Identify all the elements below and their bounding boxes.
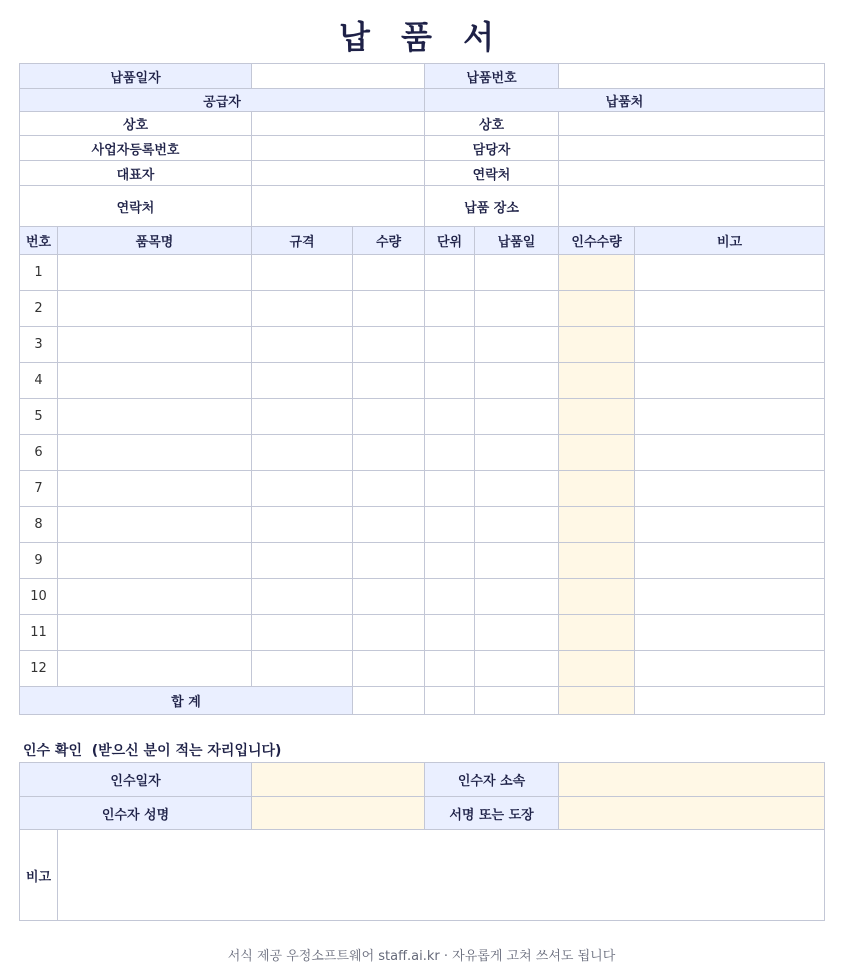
receipt-date-label: 인수일자 [20, 763, 252, 797]
item-name-cell[interactable] [58, 579, 252, 615]
delivery-date-field[interactable] [252, 64, 425, 89]
unit-cell[interactable] [425, 543, 475, 579]
received-qty-cell[interactable] [559, 615, 635, 651]
table-row [20, 471, 825, 507]
delivery-date-cell[interactable] [475, 615, 559, 651]
qty-cell[interactable] [353, 435, 425, 471]
biz-reg-no-label: 사업자등록번호 [20, 136, 252, 161]
row-number: 10 [20, 579, 58, 615]
items-header-row [20, 227, 825, 255]
remarks-field[interactable] [58, 830, 825, 921]
item-name-cell[interactable] [58, 435, 252, 471]
delivery-date-cell[interactable] [475, 507, 559, 543]
qty-cell[interactable] [353, 291, 425, 327]
col-header-unit: 단위 [425, 227, 475, 255]
col-header-remarks: 비고 [635, 227, 825, 255]
col-header-qty: 수량 [353, 227, 425, 255]
supplier-section-label: 공급자 [20, 89, 425, 112]
qty-cell[interactable] [353, 255, 425, 291]
receiver-name-field[interactable] [252, 797, 425, 830]
item-name-cell[interactable] [58, 255, 252, 291]
col-header-item-name: 품목명 [58, 227, 252, 255]
item-name-cell[interactable] [58, 363, 252, 399]
qty-cell[interactable] [353, 579, 425, 615]
delivery-place-field[interactable] [559, 186, 825, 227]
spec-cell[interactable] [252, 363, 353, 399]
item-name-cell[interactable] [58, 327, 252, 363]
row-number: 2 [20, 291, 58, 327]
supplier-contact-field[interactable] [252, 186, 425, 227]
delivery-place-label: 납품 장소 [425, 186, 559, 227]
item-name-cell[interactable] [58, 399, 252, 435]
remarks-cell[interactable] [635, 615, 825, 651]
delivery-date-cell[interactable] [475, 579, 559, 615]
delivery-no-field[interactable] [559, 64, 825, 89]
confirm-section-title: 인수 확인 (받으신 분이 적는 자리입니다) [23, 743, 282, 759]
biz-reg-no-field[interactable] [252, 136, 425, 161]
received-qty-cell[interactable] [559, 363, 635, 399]
row-number: 5 [20, 399, 58, 435]
delivery-date-cell[interactable] [475, 471, 559, 507]
table-row [20, 399, 825, 435]
delivery-date-cell[interactable] [475, 399, 559, 435]
received-qty-cell[interactable] [559, 651, 635, 687]
qty-cell[interactable] [353, 651, 425, 687]
delivery-date-cell[interactable] [475, 435, 559, 471]
table-row [20, 363, 825, 399]
receiver-dept-field[interactable] [559, 763, 825, 797]
unit-cell[interactable] [425, 579, 475, 615]
col-header-received-qty: 인수수량 [559, 227, 635, 255]
spec-cell[interactable] [252, 579, 353, 615]
received-qty-cell[interactable] [559, 255, 635, 291]
delivery-date-cell[interactable] [475, 651, 559, 687]
spec-cell[interactable] [252, 507, 353, 543]
row-number: 6 [20, 435, 58, 471]
item-name-cell[interactable] [58, 471, 252, 507]
item-name-cell[interactable] [58, 507, 252, 543]
ceo-label: 대표자 [20, 161, 252, 186]
receipt-confirm-table [19, 762, 825, 921]
recipient-company-label: 상호 [425, 112, 559, 136]
ceo-field[interactable] [252, 161, 425, 186]
qty-cell[interactable] [353, 543, 425, 579]
spec-cell[interactable] [252, 543, 353, 579]
unit-cell[interactable] [425, 327, 475, 363]
unit-cell[interactable] [425, 291, 475, 327]
table-row [20, 255, 825, 291]
received-qty-cell[interactable] [559, 399, 635, 435]
qty-cell[interactable] [353, 471, 425, 507]
recipient-company-field[interactable] [559, 112, 825, 136]
row-number: 11 [20, 615, 58, 651]
unit-cell[interactable] [425, 255, 475, 291]
remarks-cell[interactable] [635, 543, 825, 579]
signature-label: 서명 또는 도장 [425, 797, 559, 830]
recipient-contact-field[interactable] [559, 161, 825, 186]
remarks-cell[interactable] [635, 291, 825, 327]
delivery-form-table [19, 63, 825, 715]
signature-field[interactable] [559, 797, 825, 830]
delivery-date-cell[interactable] [475, 327, 559, 363]
remarks-cell[interactable] [635, 255, 825, 291]
delivery-date-cell[interactable] [475, 363, 559, 399]
total-label: 합 계 [20, 687, 353, 715]
item-name-cell[interactable] [58, 615, 252, 651]
col-header-delivery-date: 납품일 [475, 227, 559, 255]
spec-cell[interactable] [252, 291, 353, 327]
spec-cell[interactable] [252, 435, 353, 471]
qty-cell[interactable] [353, 615, 425, 651]
spec-cell[interactable] [252, 615, 353, 651]
delivery-date-cell[interactable] [475, 291, 559, 327]
manager-label: 담당자 [425, 136, 559, 161]
table-row [20, 291, 825, 327]
table-row [20, 651, 825, 687]
remarks-cell[interactable] [635, 363, 825, 399]
row-number: 1 [20, 255, 58, 291]
spec-cell[interactable] [252, 651, 353, 687]
remarks-cell[interactable] [635, 435, 825, 471]
table-row [20, 435, 825, 471]
spec-cell[interactable] [252, 327, 353, 363]
remarks-cell[interactable] [635, 651, 825, 687]
remarks-cell[interactable] [635, 471, 825, 507]
table-row [20, 507, 825, 543]
row-number: 3 [20, 327, 58, 363]
total-unit-cell[interactable] [425, 687, 475, 715]
remarks-cell[interactable] [635, 579, 825, 615]
remarks-cell[interactable] [635, 507, 825, 543]
received-qty-cell[interactable] [559, 579, 635, 615]
received-qty-cell[interactable] [559, 543, 635, 579]
unit-cell[interactable] [425, 651, 475, 687]
unit-cell[interactable] [425, 435, 475, 471]
unit-cell[interactable] [425, 363, 475, 399]
manager-field[interactable] [559, 136, 825, 161]
unit-cell[interactable] [425, 615, 475, 651]
receiver-name-label: 인수자 성명 [20, 797, 252, 830]
received-qty-cell[interactable] [559, 291, 635, 327]
receiver-dept-label: 인수자 소속 [425, 763, 559, 797]
remarks-label: 비고 [20, 830, 58, 921]
document-title: 납 품 서 [338, 18, 505, 56]
received-qty-cell[interactable] [559, 471, 635, 507]
qty-cell[interactable] [353, 507, 425, 543]
total-row [20, 687, 825, 715]
item-name-cell[interactable] [58, 543, 252, 579]
qty-cell[interactable] [353, 363, 425, 399]
item-name-cell[interactable] [58, 651, 252, 687]
total-date-cell[interactable] [475, 687, 559, 715]
row-number: 9 [20, 543, 58, 579]
col-header-no: 번호 [20, 227, 58, 255]
table-row [20, 543, 825, 579]
total-qty-cell[interactable] [353, 687, 425, 715]
spec-cell[interactable] [252, 255, 353, 291]
unit-cell[interactable] [425, 399, 475, 435]
unit-cell[interactable] [425, 471, 475, 507]
received-qty-cell[interactable] [559, 327, 635, 363]
unit-cell[interactable] [425, 507, 475, 543]
item-name-cell[interactable] [58, 291, 252, 327]
qty-cell[interactable] [353, 399, 425, 435]
received-qty-cell[interactable] [559, 507, 635, 543]
footer-note: 서식 제공 우정소프트웨어 staff.ai.kr · 자유롭게 고쳐 쓰셔도 됩니다 [227, 949, 616, 964]
row-number: 4 [20, 363, 58, 399]
table-row [20, 579, 825, 615]
remarks-cell[interactable] [635, 399, 825, 435]
recipient-contact-label: 연락처 [425, 161, 559, 186]
supplier-contact-label: 연락처 [20, 186, 252, 227]
col-header-spec: 규격 [252, 227, 353, 255]
row-number: 8 [20, 507, 58, 543]
delivery-date-cell[interactable] [475, 543, 559, 579]
row-number: 7 [20, 471, 58, 507]
spec-cell[interactable] [252, 399, 353, 435]
table-row [20, 327, 825, 363]
supplier-company-field[interactable] [252, 112, 425, 136]
recipient-section-label: 납품처 [425, 89, 825, 112]
remarks-cell[interactable] [635, 327, 825, 363]
delivery-no-label: 납품번호 [425, 64, 559, 89]
table-row [20, 615, 825, 651]
supplier-company-label: 상호 [20, 112, 252, 136]
total-received-qty-cell[interactable] [559, 687, 635, 715]
row-number: 12 [20, 651, 58, 687]
received-qty-cell[interactable] [559, 435, 635, 471]
qty-cell[interactable] [353, 327, 425, 363]
spec-cell[interactable] [252, 471, 353, 507]
receipt-date-field[interactable] [252, 763, 425, 797]
total-remarks-cell[interactable] [635, 687, 825, 715]
delivery-date-label: 납품일자 [20, 64, 252, 89]
delivery-date-cell[interactable] [475, 255, 559, 291]
